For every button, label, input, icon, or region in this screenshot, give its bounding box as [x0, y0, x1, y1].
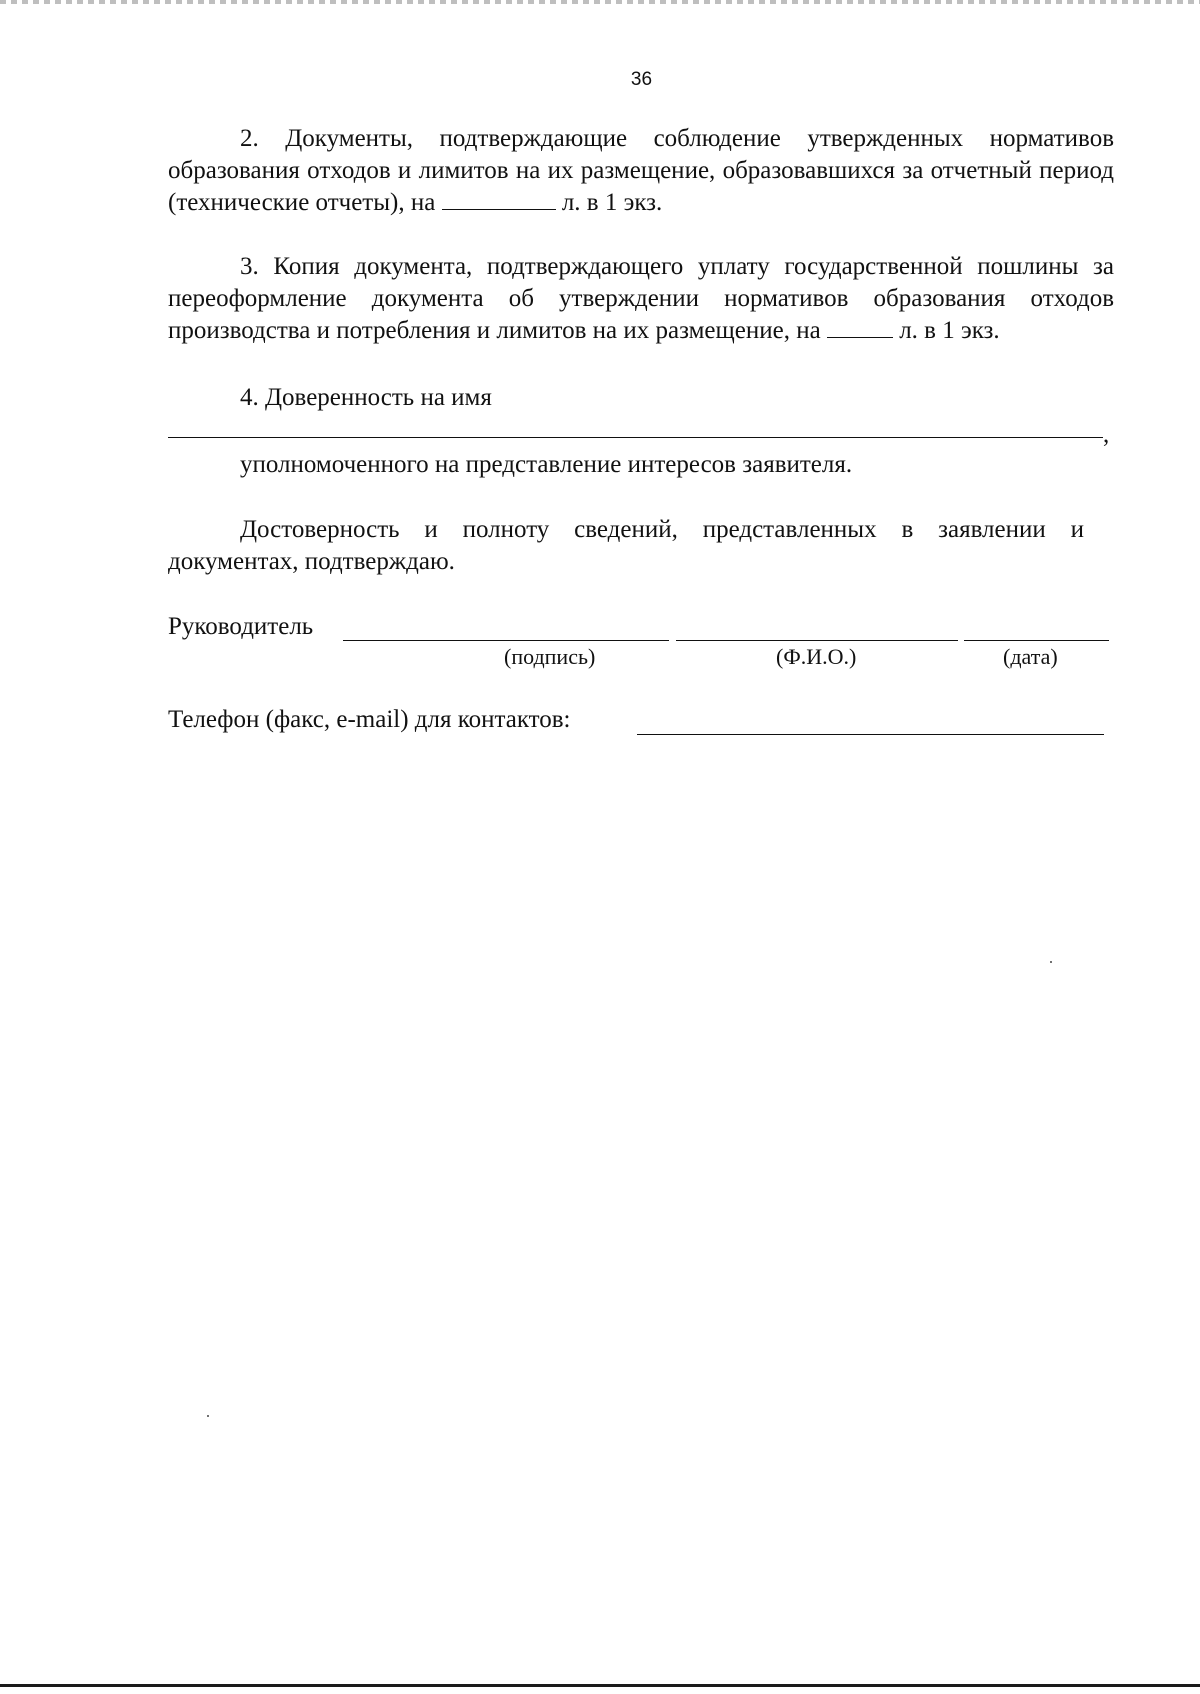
contact-label: Телефон (факс, e-mail) для контактов:	[168, 706, 571, 733]
blank-pages-field	[442, 209, 556, 210]
list-item-3	[168, 251, 1114, 347]
confirmation-text	[168, 514, 1084, 578]
scan-edge-bottom	[0, 1684, 1200, 1694]
list-item-4-label: 4. Доверенность на имя	[240, 384, 492, 411]
confirmation-sentence: Достоверность и полноту сведений, представленных в заявлении и документах, подтверждаю.	[168, 516, 1084, 575]
trailing-comma: ,	[1103, 421, 1110, 448]
item-text-tail: л. в 1 экз.	[899, 317, 1000, 344]
signature-label: Руководитель	[168, 613, 314, 640]
list-item-4-continuation: уполномоченного на представление интересов заявителя.	[240, 451, 853, 478]
blank-pages-field	[827, 337, 893, 338]
scan-speck	[207, 1415, 209, 1417]
item-text: Копия документа, подтверждающего уплату государственной пошлины за переоформление документа об утверждении нормативов образования отходов производства и потребления и лимитов на их размещение, на	[168, 253, 1115, 344]
scan-speck	[1050, 961, 1052, 963]
item-number: 2.	[240, 125, 259, 152]
proxy-name-line	[168, 437, 1103, 438]
contact-line	[637, 734, 1104, 735]
scan-edge-top	[0, 0, 1200, 4]
page-number: 36	[630, 69, 653, 90]
signature-caption: (подпись)	[504, 644, 596, 669]
item-text: Документы, подтверждающие соблюдение утвержденных нормативов образования отходов и лимитов на их размещение, образовавшихся за отчетный период (технические отчеты), на	[168, 125, 1114, 216]
item-text-tail: л. в 1 экз.	[561, 189, 663, 216]
item-number: 3.	[240, 253, 259, 280]
date-caption: (дата)	[1003, 644, 1058, 669]
name-caption: (Ф.И.О.)	[776, 644, 857, 669]
list-item-2	[168, 123, 1114, 219]
